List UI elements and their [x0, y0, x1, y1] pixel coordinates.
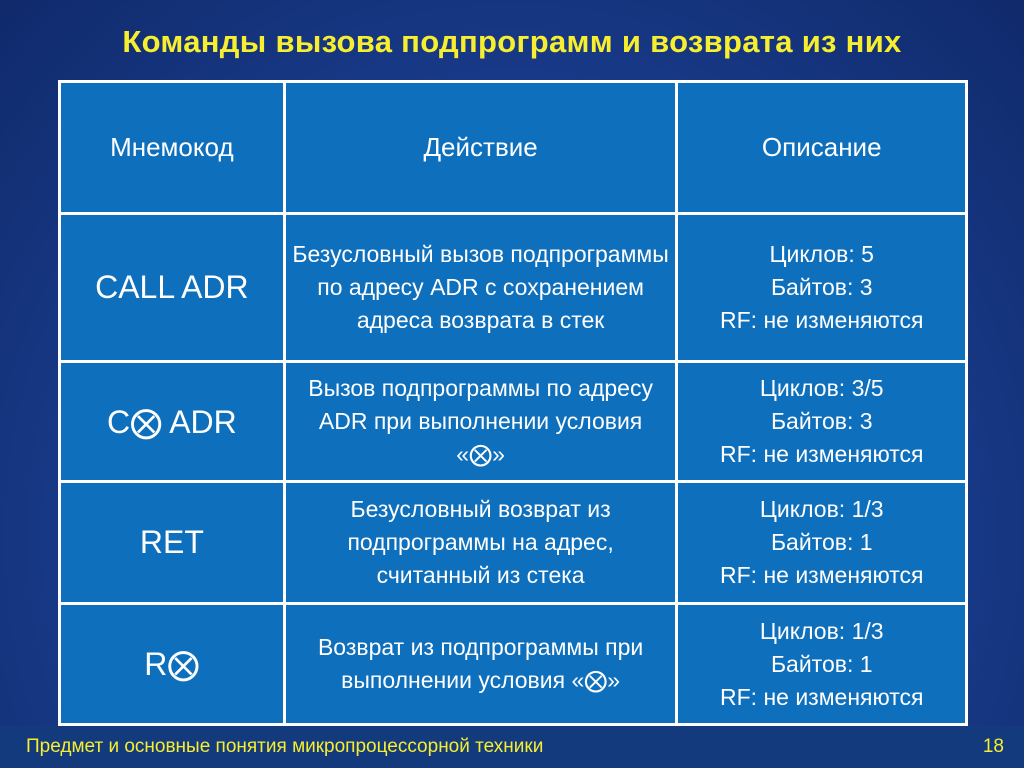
cycles-text: Циклов: 5	[769, 241, 874, 267]
cycles-text: Циклов: 1/3	[759, 496, 884, 522]
header-action: Действие	[284, 82, 677, 214]
table-row	[60, 604, 967, 725]
action-cell: Безусловный вызов подпрограммы по адресу ADR с сохранением адреса возврата в стек	[284, 214, 677, 362]
description-cell	[677, 362, 967, 482]
slide-footer	[0, 726, 1024, 768]
table-header-row	[60, 82, 967, 214]
page-number: 18	[982, 736, 1004, 757]
mnemonic-cell: R⨂	[60, 604, 285, 725]
mnemonic-cell: CALL ADR	[60, 214, 285, 362]
table-row	[60, 482, 967, 604]
flags-text: RF: не изменяются	[720, 307, 924, 333]
table-row	[60, 214, 967, 362]
cycles-text: Циклов: 1/3	[759, 617, 884, 644]
flags-text: RF: не изменяются	[720, 683, 924, 710]
cycles-text: Циклов: 3/5	[759, 375, 884, 401]
footer-text: Предмет и основные понятия микропроцессорной техники	[26, 736, 544, 757]
action-cell: Возврат из подпрограммы при выполнении условия «⨂»	[284, 604, 677, 725]
commands-table	[58, 80, 968, 726]
flags-text: RF: не изменяются	[720, 562, 924, 588]
bytes-text: Байтов: 1	[770, 650, 873, 677]
header-mnemonic: Мнемокод	[60, 82, 285, 214]
description-cell	[677, 604, 967, 725]
header-description: Описание	[677, 82, 967, 214]
table-row	[60, 362, 967, 482]
action-cell: Безусловный возврат из подпрограммы на адрес, считанный из стека	[284, 482, 677, 604]
mnemonic-cell: C⨂ ADR	[60, 362, 285, 482]
slide-title: Команды вызова подпрограмм и возврата из них	[122, 24, 902, 59]
bytes-text: Байтов: 3	[770, 274, 873, 300]
description-cell	[677, 482, 967, 604]
flags-text: RF: не изменяются	[720, 441, 924, 467]
bytes-text: Байтов: 1	[770, 529, 873, 555]
description-cell	[677, 214, 967, 362]
bytes-text: Байтов: 3	[770, 408, 873, 434]
mnemonic-cell: RET	[60, 482, 285, 604]
action-cell: Вызов подпрограммы по адресу ADR при выполнении условия «⨂»	[284, 362, 677, 482]
